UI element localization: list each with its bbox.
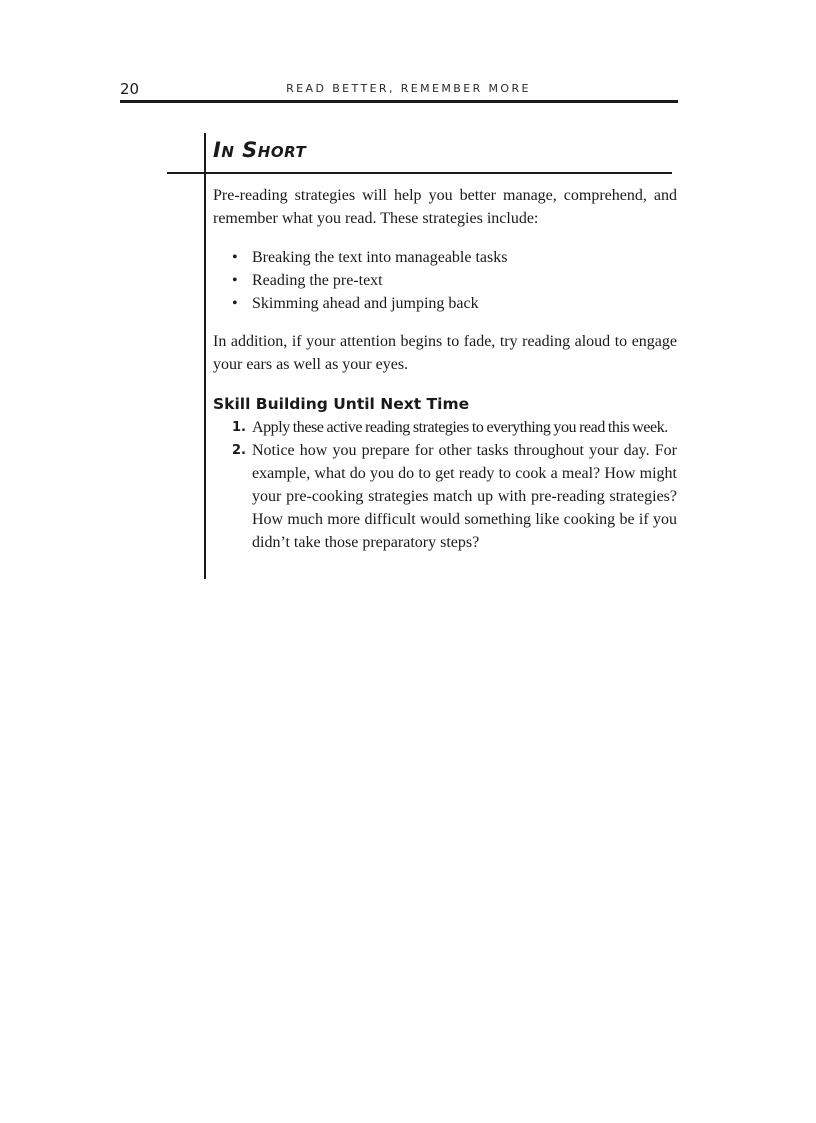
sidebar-content: [213, 184, 677, 554]
list-item-text: Breaking the text into manageable tasks: [252, 249, 508, 266]
book-title: READ BETTER, REMEMBER MORE: [286, 82, 531, 95]
page-number: 20: [120, 80, 140, 98]
list-item: [213, 292, 677, 315]
skill-list: [213, 416, 677, 554]
skill-building-heading: Skill Building Until Next Time: [213, 395, 470, 413]
list-item-text: Skimming ahead and jumping back: [252, 295, 479, 312]
list-item-text: Reading the pre-text: [252, 272, 383, 289]
sidebar-vertical-rule: [204, 133, 206, 579]
list-item: [213, 269, 677, 292]
header-rule: [120, 100, 678, 103]
bullet-icon: •: [232, 272, 238, 289]
bullet-icon: •: [232, 249, 238, 266]
running-head: [120, 80, 677, 100]
strategy-list: [213, 246, 677, 315]
list-item-text: Apply these active reading strategies to everything you read this week.: [252, 419, 668, 436]
intro-paragraph: Pre-reading strategies will help you better manage, comprehend, and remember what you read. These strategies include:: [213, 187, 677, 227]
sidebar-title-rule: [167, 172, 672, 174]
list-item-number: 2.: [232, 443, 246, 458]
bullet-icon: •: [232, 295, 238, 312]
list-item: [213, 439, 677, 554]
list-item: [213, 416, 677, 439]
sidebar-title: In Short: [213, 138, 307, 162]
list-item: [213, 246, 677, 269]
list-item-number: 1.: [232, 420, 246, 435]
addition-paragraph: In addition, if your attention begins to fade, try reading aloud to engage your ears as well as your eyes.: [213, 333, 677, 373]
list-item-text: Notice how you prepare for other tasks throughout your day. For example, what do you do to get ready to cook a meal? How might your pre-cooking strategies match up with pre-reading strategies? How much more difficult would something like cooking be if you didn’t take those preparatory steps?: [252, 442, 677, 551]
